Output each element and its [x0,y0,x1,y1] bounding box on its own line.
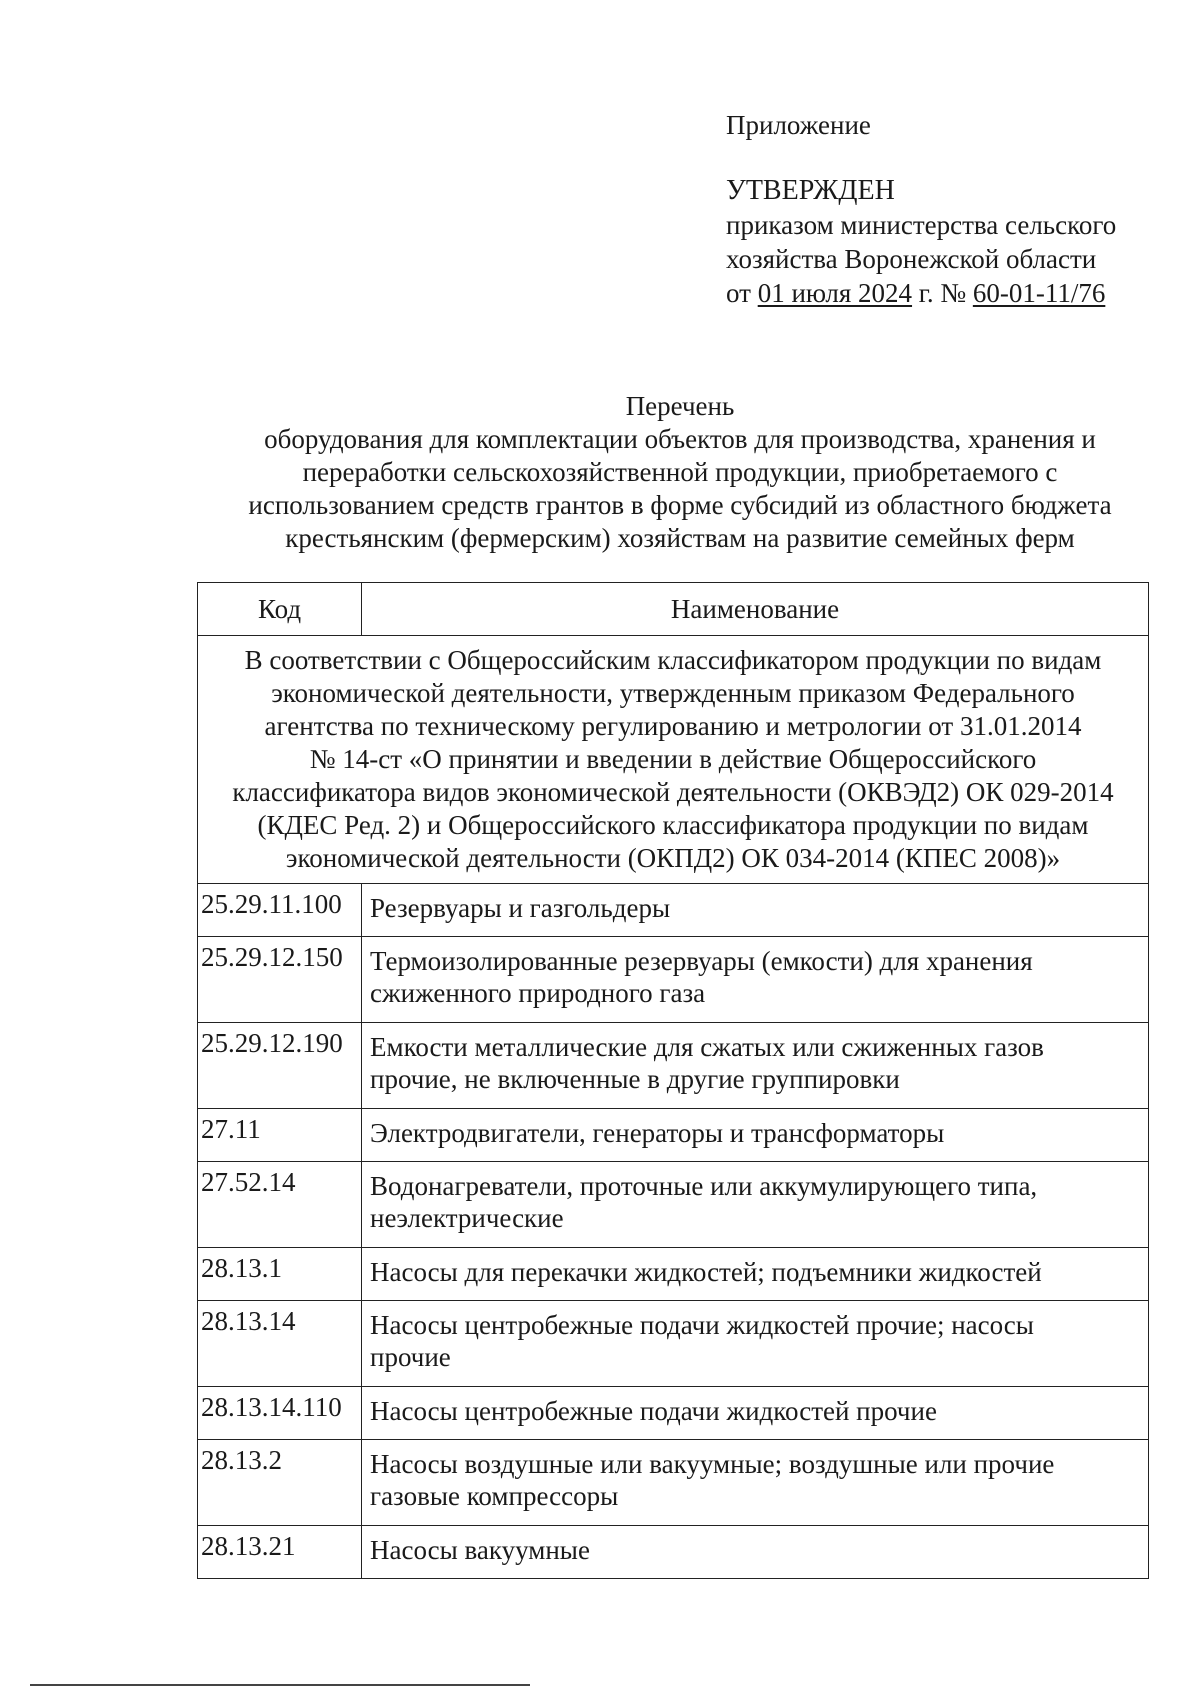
document-title: Перечень [625,391,735,421]
row-code: 25.29.11.100 [198,884,362,937]
row-name-line: газовые компрессоры [370,1481,619,1511]
document-heading [200,390,1160,555]
table-row [198,1109,1149,1162]
row-name [362,1248,1149,1301]
heading-line-3: использованием средств грантов в форме субсидий из областного бюджета [248,490,1112,520]
row-name [362,1162,1149,1248]
row-code: 25.29.12.190 [198,1023,362,1109]
equipment-table [197,582,1149,1579]
row-code: 28.13.21 [198,1526,362,1579]
row-name [362,1387,1149,1440]
classifier-note-line: В соответствии с Общероссийским классификатором продукции по видам [244,645,1102,675]
table-row [198,1387,1149,1440]
row-name [362,1526,1149,1579]
row-name-line: Насосы центробежные подачи жидкостей прочие [370,1396,937,1426]
row-code: 27.11 [198,1109,362,1162]
table-row [198,1162,1149,1248]
table-row [198,1023,1149,1109]
classifier-note-line: классификатора видов экономической деятельности (ОКВЭД2) ОК 029-2014 [232,777,1114,807]
classifier-note-line: экономической деятельности (ОКПД2) ОК 034-2014 (КПЕС 2008)» [285,843,1061,873]
table-row [198,884,1149,937]
approval-line-1: приказом министерства сельского [726,210,1117,240]
classifier-note-line: (КДЕС Ред. 2) и Общероссийского классификатора продукции по видам [257,810,1089,840]
table-row [198,1440,1149,1526]
approval-date-line [726,276,1166,310]
row-name-line: прочие, не включенные в другие группировки [370,1064,900,1094]
classifier-note-line: агентства по техническому регулированию и метрологии от 31.01.2014 [264,711,1082,741]
row-name-line: Термоизолированные резервуары (емкости) для хранения [370,946,1033,976]
row-name-line: Насосы для перекачки жидкостей; подъемники жидкостей [370,1257,1042,1287]
classifier-note-line: экономической деятельности, утвержденным приказом Федерального [271,678,1075,708]
row-name-line: Резервуары и газгольдеры [370,893,671,923]
table-intro-row [198,636,1149,884]
row-name-line: неэлектрические [370,1203,564,1233]
row-code: 28.13.1 [198,1248,362,1301]
table-header-row [198,583,1149,636]
row-name-line: Насосы воздушные или вакуумные; воздушные или прочие [370,1449,1055,1479]
row-name-line: Емкости металлические для сжатых или сжиженных газов [370,1032,1044,1062]
classifier-note-line: № 14-ст «О принятии и введении в действие Общероссийского [309,744,1037,774]
appendix-label: Приложение [726,110,871,140]
column-header-code: Код [198,583,362,636]
row-code: 28.13.14.110 [198,1387,362,1440]
heading-line-1: оборудования для комплектации объектов для производства, хранения и [264,424,1096,454]
row-name-line: Насосы центробежные подачи жидкостей прочие; насосы [370,1310,1034,1340]
row-name [362,1440,1149,1526]
approval-block [726,108,1166,310]
number-prefix: г. № [912,278,973,308]
table-row [198,937,1149,1023]
row-code: 27.52.14 [198,1162,362,1248]
row-name [362,1301,1149,1387]
heading-line-4: крестьянским (фермерским) хозяйствам на развитие семейных ферм [285,523,1075,553]
row-name-line: сжиженного природного газа [370,978,706,1008]
classifier-note [198,636,1149,884]
table-row [198,1526,1149,1579]
order-date: 01 июля 2024 [757,278,913,308]
row-name-line: Водонагреватели, проточные или аккумулирующего типа, [370,1171,1038,1201]
table-row [198,1301,1149,1387]
row-name-line: прочие [370,1342,451,1372]
row-name [362,884,1149,937]
footer-divider [30,1684,530,1686]
row-code: 28.13.2 [198,1440,362,1526]
row-name [362,1109,1149,1162]
heading-line-2: переработки сельскохозяйственной продукции, приобретаемого с [302,457,1058,487]
order-number: 60-01-11/76 [972,278,1106,308]
row-name [362,937,1149,1023]
column-header-name: Наименование [362,583,1149,636]
row-code: 25.29.12.150 [198,937,362,1023]
approved-label: УТВЕРЖДЕН [726,175,895,206]
row-name-line: Электродвигатели, генераторы и трансформаторы [370,1118,945,1148]
table-row [198,1248,1149,1301]
date-prefix: от [726,278,758,308]
approval-line-2: хозяйства Воронежской области [726,244,1097,274]
row-name-line: Насосы вакуумные [370,1535,590,1565]
row-code: 28.13.14 [198,1301,362,1387]
row-name [362,1023,1149,1109]
